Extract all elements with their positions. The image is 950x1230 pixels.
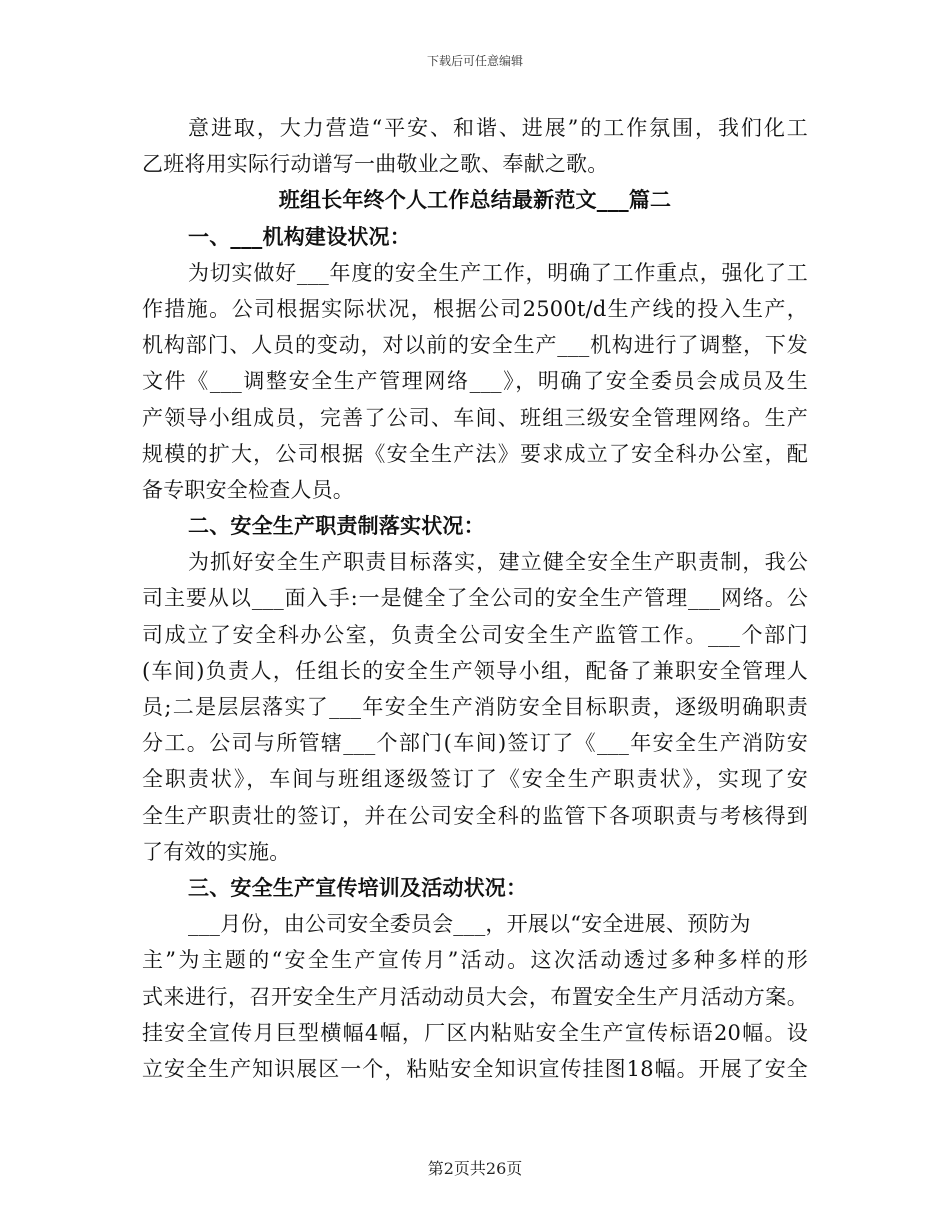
text-line: 式来进行，召开安全生产月活动动员大会，布置安全生产月活动方案。	[142, 984, 808, 1009]
text-line: 主”为主题的“安全生产宣传月”活动。这次活动透过多种多样的形	[142, 948, 808, 973]
text-line: 了有效的实施。	[142, 839, 291, 864]
text-line: 规模的扩大，公司根据《安全生产法》要求成立了安全科办公室，配	[142, 441, 808, 466]
page-header: 下载后可任意编辑	[426, 54, 523, 68]
text-line: 分工。公司与所管辖___个部门(车间)签订了《___年安全生产消防安	[142, 731, 808, 756]
text-line: 乙班将用实际行动谱写一曲敬业之歌、奉献之歌。	[142, 152, 609, 177]
text-line: 机构部门、人员的变动，对以前的安全生产___机构进行了调整，下发	[142, 333, 808, 358]
section-heading: 班组长年终个人工作总结最新范文___篇二	[278, 187, 672, 213]
text-line: 司成立了安全科办公室，负责全公司安全生产监管工作。___个部门	[142, 622, 808, 647]
document-body	[142, 110, 808, 1087]
text-line: 员;二是层层落实了___年安全生产消防安全目标职责，逐级明确职责	[142, 695, 808, 719]
page-footer: 第2页共26页	[427, 1159, 523, 1178]
text-line: 作措施。公司根据实际状况，根据公司2500t/d生产线的投入生产，	[142, 296, 808, 321]
text-line: ___月份，由公司安全委员会___，开展以“安全进展、预防为	[188, 912, 751, 937]
text-line: 全职责状》，车间与班组逐级签订了《安全生产职责状》，实现了安	[142, 767, 808, 792]
text-line: 文件《___调整安全生产管理网络___》，明确了安全委员会成员及生	[142, 369, 808, 394]
section-heading: 二、安全生产职责制落实状况：	[188, 513, 485, 539]
text-line: 司主要从以___面入手:一是健全了全公司的安全生产管理___网络。公	[142, 586, 808, 611]
section-heading: 三、安全生产宣传培训及活动状况：	[188, 874, 528, 900]
text-line: 为抓好安全生产职责目标落实，建立健全安全生产职责制，我公	[188, 550, 808, 575]
section-heading: 一、___机构建设状况：	[188, 223, 411, 249]
text-line: (车间)负责人，任组长的安全生产领导小组，配备了兼职安全管理人	[142, 658, 808, 683]
text-line: 备专职安全检查人员。	[142, 477, 354, 502]
text-line: 立安全生产知识展区一个，粘贴安全知识宣传挂图18幅。开展了安全	[142, 1056, 808, 1081]
text-line: 为切实做好___年度的安全生产工作，明确了工作重点，强化了工	[188, 260, 808, 285]
text-line: 意进取，大力营造“平安、和谐、进展”的工作氛围，我们化工	[188, 116, 808, 140]
text-line: 产领导小组成员，完善了公司、车间、班组三级安全管理网络。生产	[142, 405, 808, 430]
text-line: 全生产职责壮的签订，并在公司安全科的监管下各项职责与考核得到	[142, 803, 808, 828]
text-line: 挂安全宣传月巨型横幅4幅，厂区内粘贴安全生产宣传标语20幅。设	[142, 1020, 808, 1045]
